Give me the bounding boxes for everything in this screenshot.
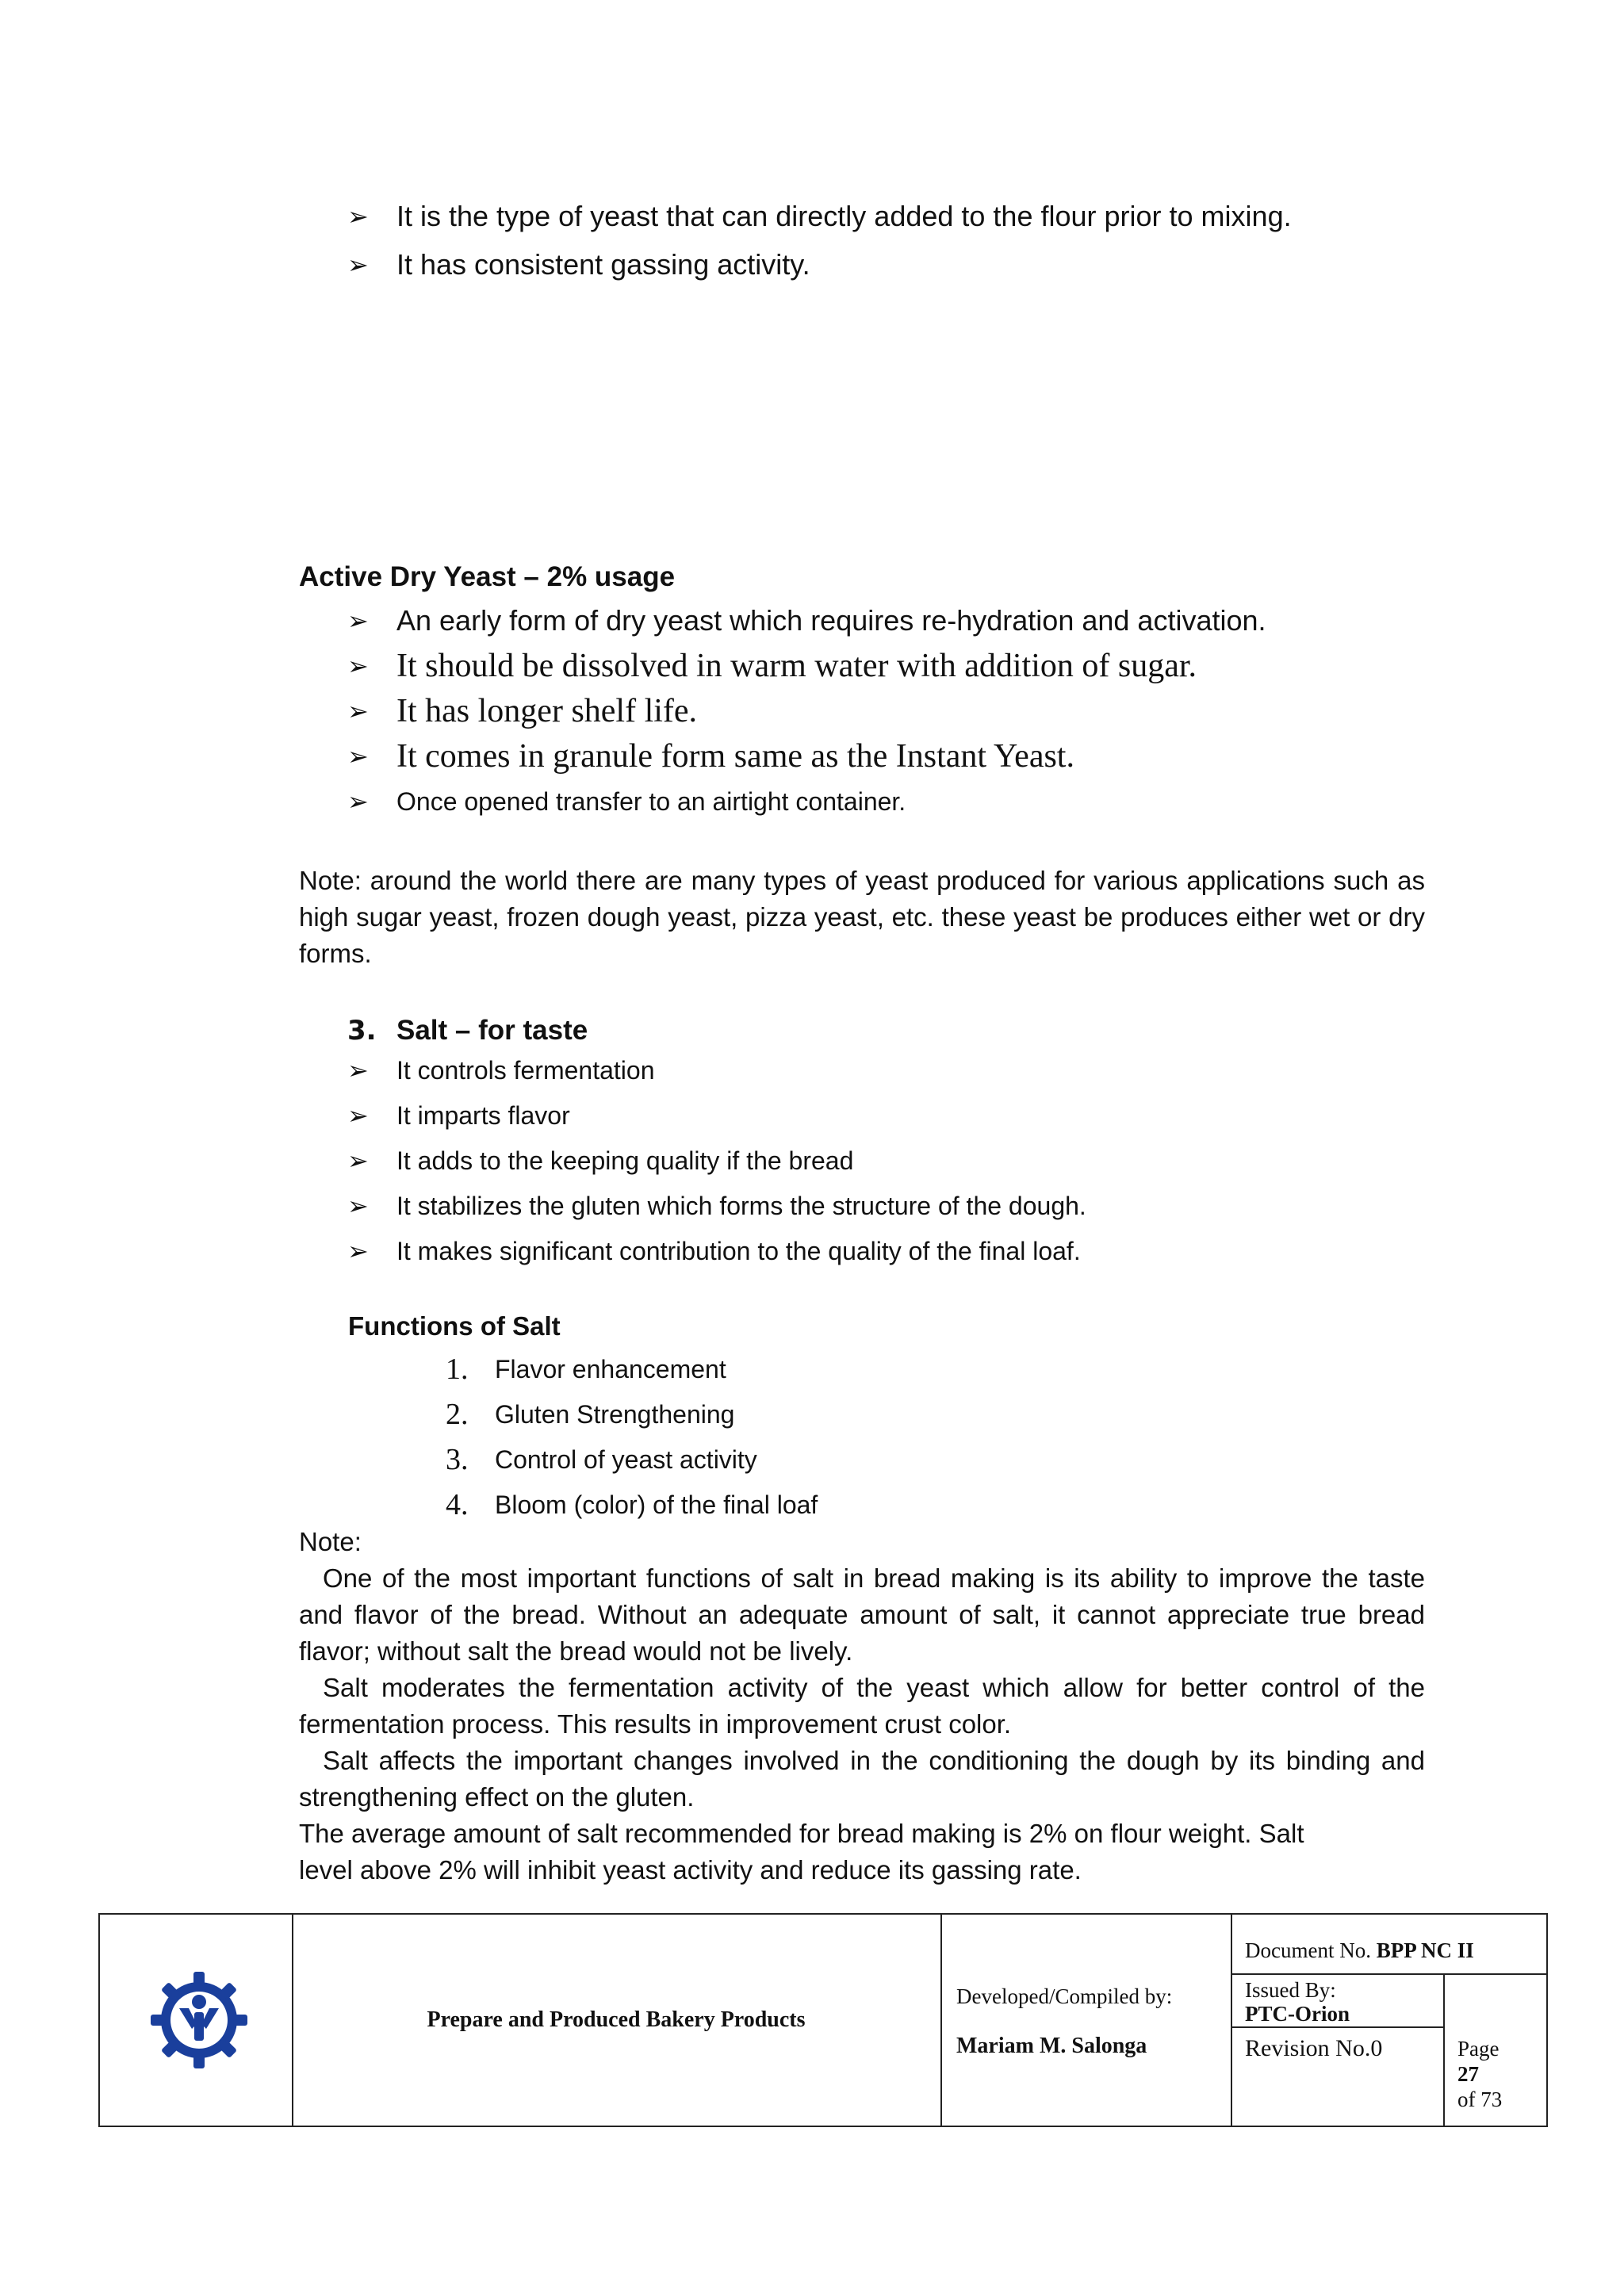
- note-paragraph: One of the most important functions of salt in bread making is its ability to improve the taste and flavor of the bread. Without an adequate amount of salt, it cannot appreciate true bread flavor; without salt the bread would not be lively.: [299, 1563, 1425, 1666]
- arrow-bullet-icon: ➢: [347, 1100, 369, 1131]
- section-heading-active-dry-yeast: Active Dry Yeast – 2% usage: [299, 561, 676, 592]
- footer-title: Prepare and Produced Bakery Products: [427, 2007, 806, 2032]
- arrow-bullet-icon: ➢: [347, 786, 369, 817]
- list-item: [347, 244, 810, 285]
- bullet-text: It has longer shelf life.: [396, 693, 698, 729]
- bullet-text: It imparts flavor: [396, 1100, 570, 1130]
- divider: [1231, 1915, 1232, 2126]
- developed-label: Developed/Compiled by:: [956, 1984, 1173, 2008]
- list-item: [347, 1050, 654, 1091]
- salt-heading-row: [347, 1008, 588, 1053]
- numbered-item: [446, 1395, 734, 1434]
- list-item: [347, 645, 1197, 687]
- arrow-bullet-icon: ➢: [347, 741, 369, 771]
- note-paragraph: Note: around the world there are many types of yeast produced for various applications such as high sugar yeast, frozen dough yeast, pizza yeast, etc. these yeast be produces either wet or dry forms.: [299, 866, 1425, 968]
- arrow-bullet-icon: ➢: [347, 1191, 369, 1221]
- numbered-item: [446, 1440, 757, 1479]
- list-item: [347, 1185, 1086, 1226]
- numbered-item: [446, 1485, 818, 1525]
- document-number-label: Document No.: [1245, 1938, 1371, 1962]
- developer-name: Mariam M. Salonga: [956, 2034, 1147, 2058]
- item-text: Flavor enhancement: [495, 1354, 726, 1383]
- list-item: [347, 1230, 1081, 1272]
- item-number: 3.: [446, 1443, 469, 1476]
- item-number: 4.: [446, 1488, 469, 1521]
- revision-number: Revision No.0: [1245, 2035, 1383, 2061]
- bullet-text: It adds to the keeping quality if the bread: [396, 1146, 854, 1175]
- document-footer: [98, 1913, 1548, 2127]
- divider: [940, 1915, 942, 2126]
- list-item: [347, 1095, 570, 1136]
- arrow-bullet-icon: ➢: [347, 606, 369, 636]
- list-item: [347, 600, 1266, 641]
- arrow-bullet-icon: ➢: [347, 651, 369, 681]
- section-number: 3.: [347, 1015, 377, 1047]
- arrow-bullet-icon: ➢: [347, 1055, 369, 1085]
- page-label: Page: [1457, 2037, 1500, 2061]
- bullet-text: It controls fermentation: [396, 1055, 655, 1085]
- bullet-text: It has consistent gassing activity.: [396, 248, 810, 281]
- note-line: level above 2% will inhibit yeast activity and reduce its gassing rate.: [299, 1855, 1082, 1885]
- arrow-bullet-icon: ➢: [347, 1146, 369, 1176]
- divider: [1231, 1973, 1548, 1975]
- item-number: 2.: [446, 1398, 469, 1431]
- tesda-gear-logo-icon: [147, 1969, 251, 2072]
- bullet-text: Once opened transfer to an airtight container.: [396, 786, 906, 816]
- bullet-text: It stabilizes the gluten which forms the structure of the dough.: [396, 1191, 1086, 1220]
- list-item: [347, 196, 1292, 237]
- item-text: Gluten Strengthening: [495, 1399, 735, 1429]
- issued-value: PTC-Orion: [1245, 2002, 1350, 2026]
- page-total: of 73: [1457, 2087, 1503, 2111]
- bullet-text: It comes in granule form same as the Instant Yeast.: [396, 738, 1074, 775]
- item-text: Bloom (color) of the final loaf: [495, 1490, 818, 1519]
- item-number: 1.: [446, 1353, 469, 1386]
- arrow-bullet-icon: ➢: [347, 201, 369, 232]
- numbered-item: [446, 1349, 726, 1389]
- note-paragraph: Salt moderates the fermentation activity of the yeast which allow for better control of the fermentation process. This results in improvement crust color.: [299, 1673, 1425, 1739]
- list-item: [347, 1140, 853, 1181]
- arrow-bullet-icon: ➢: [347, 250, 369, 280]
- list-item: [347, 781, 906, 822]
- functions-heading: Functions of Salt: [348, 1311, 561, 1341]
- note-line: The average amount of salt recommended for bread making is 2% on flour weight. Salt: [299, 1819, 1304, 1848]
- page-number: 27: [1457, 2062, 1479, 2086]
- bullet-text: It makes significant contribution to the quality of the final loaf.: [396, 1236, 1081, 1265]
- item-text: Control of yeast activity: [495, 1445, 757, 1474]
- section-heading-salt: Salt – for taste: [396, 1015, 588, 1046]
- arrow-bullet-icon: ➢: [347, 696, 369, 726]
- bullet-text: An early form of dry yeast which requires re-hydration and activation.: [396, 604, 1266, 637]
- document-number: [1245, 1938, 1474, 1963]
- list-item: [347, 691, 697, 732]
- bullet-text: It is the type of yeast that can directly added to the flour prior to mixing.: [396, 200, 1292, 232]
- list-item: [347, 736, 1074, 777]
- divider: [1231, 2026, 1445, 2028]
- issued-label: Issued By:: [1245, 1978, 1336, 2002]
- divider: [1443, 1973, 1445, 2126]
- page-indicator: [1457, 2036, 1502, 2112]
- bullet-text: It should be dissolved in warm water with addition of sugar.: [396, 648, 1197, 684]
- note-paragraph: Salt affects the important changes involved in the conditioning the dough by its binding and strengthening effect on the gluten.: [299, 1746, 1425, 1812]
- note-label: Note:: [299, 1527, 362, 1556]
- arrow-bullet-icon: ➢: [347, 1236, 369, 1266]
- document-number-value: BPP NC II: [1376, 1938, 1474, 1962]
